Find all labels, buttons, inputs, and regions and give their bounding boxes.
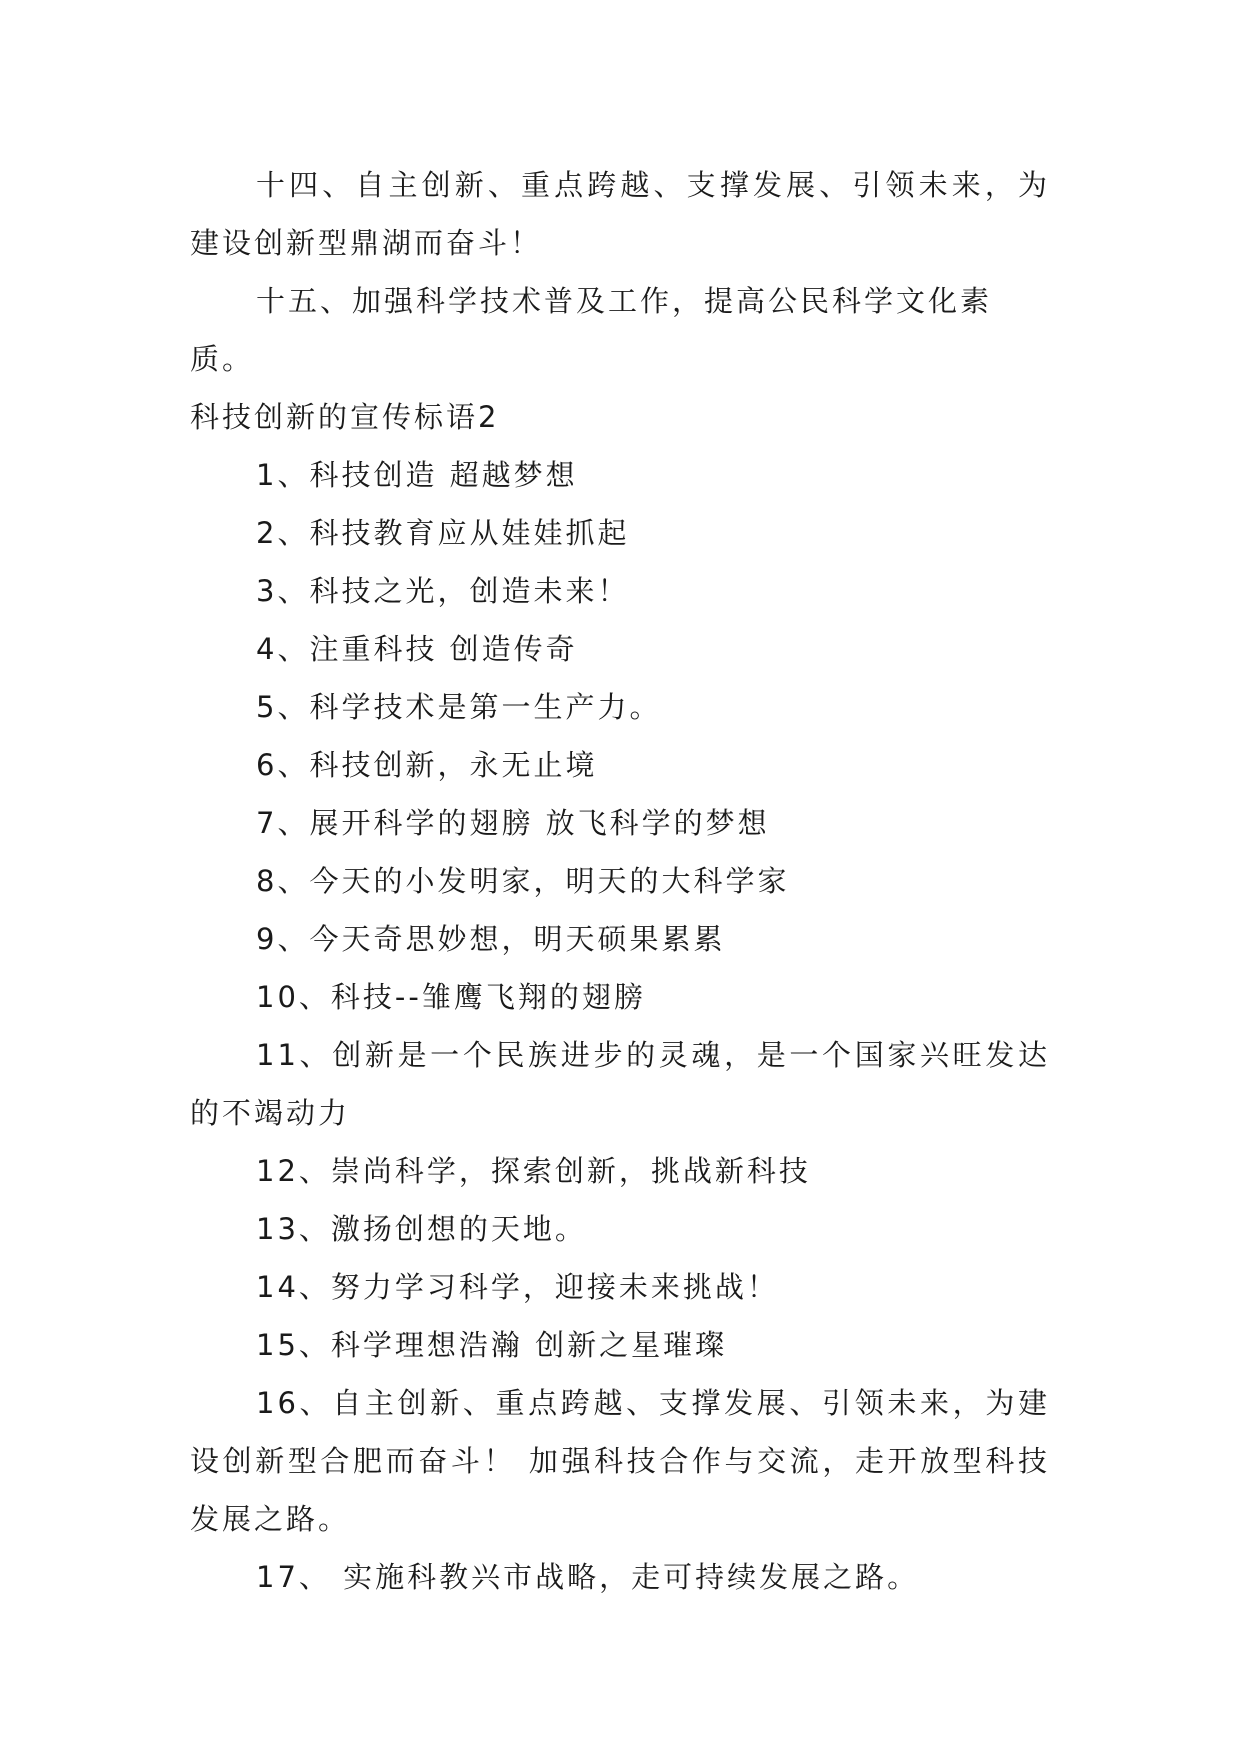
slogan-item-13: 13、激扬创想的天地。 bbox=[256, 1212, 587, 1246]
slogan-item-17: 17、 实施科教兴市战略，走可持续发展之路。 bbox=[256, 1560, 920, 1594]
slogan-item-10: 10、科技--雏鹰飞翔的翅膀 bbox=[256, 980, 646, 1014]
slogan-item-9: 9、今天奇思妙想，明天硕果累累 bbox=[256, 922, 726, 956]
slogan-item-11: 11、创新是一个民族进步的灵魂，是一个国家兴旺发达的不竭动力 bbox=[190, 1038, 1050, 1130]
slogan-item-3: 3、科技之光，创造未来！ bbox=[256, 574, 630, 608]
paragraph-item-15-cn: 十五、加强科学技术普及工作，提高公民科学文化素质。 bbox=[190, 284, 993, 376]
slogan-item-7: 7、展开科学的翅膀 放飞科学的梦想 bbox=[256, 806, 770, 840]
slogan-item-14: 14、努力学习科学，迎接未来挑战！ bbox=[256, 1270, 779, 1304]
slogan-item-12: 12、崇尚科学，探索创新，挑战新科技 bbox=[256, 1154, 811, 1188]
section-heading: 科技创新的宣传标语2 bbox=[190, 400, 500, 434]
slogan-item-6: 6、科技创新，永无止境 bbox=[256, 748, 598, 782]
document-body bbox=[190, 156, 1050, 1606]
slogan-item-15: 15、科学理想浩瀚 创新之星璀璨 bbox=[256, 1328, 728, 1362]
slogan-item-2: 2、科技教育应从娃娃抓起 bbox=[256, 516, 630, 550]
slogan-item-8: 8、今天的小发明家，明天的大科学家 bbox=[256, 864, 790, 898]
slogan-item-4: 4、注重科技 创造传奇 bbox=[256, 632, 578, 666]
slogan-item-5: 5、科学技术是第一生产力。 bbox=[256, 690, 662, 724]
slogan-item-1: 1、科技创造 超越梦想 bbox=[256, 458, 578, 492]
paragraph-item-14-cn: 十四、自主创新、重点跨越、支撑发展、引领未来，为建设创新型鼎湖而奋斗！ bbox=[190, 168, 1050, 260]
slogan-item-16: 16、自主创新、重点跨越、支撑发展、引领未来，为建设创新型合肥而奋斗！ 加强科技合作与交流，走开放型科技发展之路。 bbox=[190, 1386, 1050, 1536]
